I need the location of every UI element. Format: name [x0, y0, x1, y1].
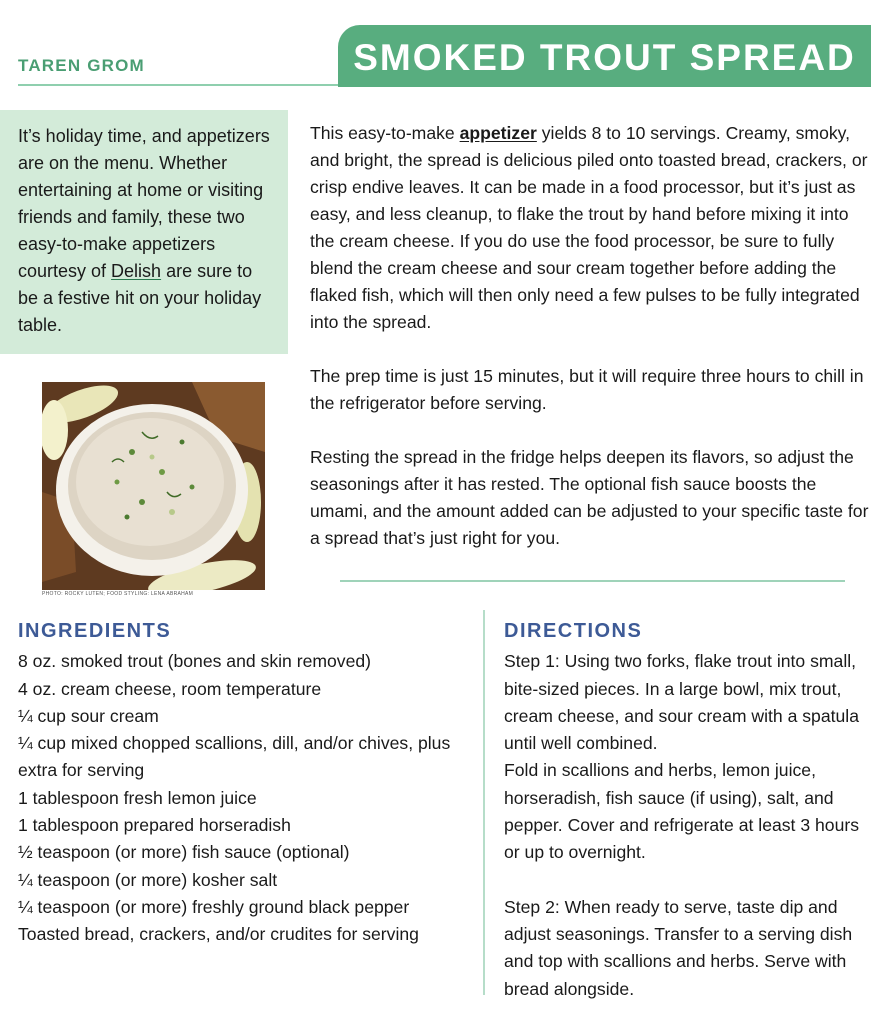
appetizer-link[interactable]: appetizer: [459, 123, 537, 143]
directions-section: [504, 618, 879, 1003]
ingredient-item: 1 tablespoon prepared horseradish: [18, 815, 291, 836]
delish-link[interactable]: Delish: [111, 261, 162, 281]
p1-text-end: yields 8 to 10 servings. Creamy, smoky, and bright, the spread is delicious piled onto toasted bread, crackers, or crisp endive leaves. It can be made in a food processor, but it’s just as easy, and less cleanup, to flake the trout by hand before mixing it into the cream cheese. If you do use the food processor, be sure to fully blend the cream cheese and sour cream together before adding the flaked fish, which will then only need a few pulses to be fully integrated into the spread.: [310, 123, 868, 332]
title-rule: [18, 84, 348, 86]
dip-bowl-illustration: [42, 382, 265, 590]
trout-spread-photo: [42, 382, 265, 590]
page-title: SMOKED TROUT SPREAD: [353, 37, 856, 78]
ingredient-item: ¼ cup sour cream: [18, 705, 159, 726]
step-spacer: [504, 867, 879, 894]
ingredient-item: 1 tablespoon fresh lemon juice: [18, 787, 257, 808]
p1-text: This easy-to-make: [310, 123, 460, 143]
body-paragraph-2: The prep time is just 15 minutes, but it will require three hours to chill in the refrigerator before serving.: [310, 366, 864, 413]
ingredient-item: 4 oz. cream cheese, room temperature: [18, 678, 322, 699]
direction-step-1: Step 1: Using two forks, flake trout into small, bite-sized pieces. In a large bowl, mix trout, cream cheese, and sour cream with a spatula until well combined.: [504, 651, 859, 754]
intro-text-end: are sure to be a festive hit on your holiday table.: [18, 261, 262, 335]
ingredient-item: Toasted bread, crackers, and/or crudites for serving: [18, 924, 419, 945]
section-divider: [340, 580, 845, 582]
photo-credit: PHOTO: ROCKY LUTEN; FOOD STYLING: LENA ABRAHAM: [42, 591, 194, 597]
ingredients-section: [18, 618, 478, 949]
column-divider: [483, 610, 485, 995]
direction-step-1-continued: Fold in scallions and herbs, lemon juice, horseradish, fish sauce (if using), salt, and pepper. Cover and refrigerate at least 3 hours or up to overnight.: [504, 760, 860, 863]
directions-heading: DIRECTIONS: [504, 620, 643, 642]
ingredient-item: ¼ teaspoon (or more) kosher salt: [18, 869, 278, 890]
ingredient-item: ¼ teaspoon (or more) freshly ground black pepper: [18, 896, 410, 917]
ingredients-heading: INGREDIENTS: [18, 620, 172, 642]
ingredient-item: ½ teaspoon (or more) fish sauce (optional): [18, 842, 350, 863]
title-banner: [338, 25, 871, 87]
body-paragraph-3: Resting the spread in the fridge helps deepen its flavors, so adjust the seasonings after it has rested. The optional fish sauce boosts the umami, and the amount added can be adjusted to your specific taste for a spread that’s just right for you.: [310, 447, 869, 548]
ingredient-item: ¼ cup mixed chopped scallions, dill, and/or chives, plus extra for serving: [18, 733, 451, 781]
article-body: [310, 120, 870, 579]
ingredient-item: 8 oz. smoked trout (bones and skin removed): [18, 651, 372, 672]
body-paragraph-1: [310, 120, 870, 336]
ingredients-list: [18, 648, 478, 948]
intro-text: It’s holiday time, and appetizers are on the menu. Whether entertaining at home or visiting friends and family, these two easy-to-make appetizers courtesy of: [18, 126, 270, 281]
intro-box: [0, 110, 288, 354]
author-name: TAREN GROM: [18, 56, 145, 75]
direction-step-2: Step 2: When ready to serve, taste dip and adjust seasonings. Transfer to a serving dish and top with scallions and herbs. Serve with bread alongside.: [504, 896, 853, 999]
